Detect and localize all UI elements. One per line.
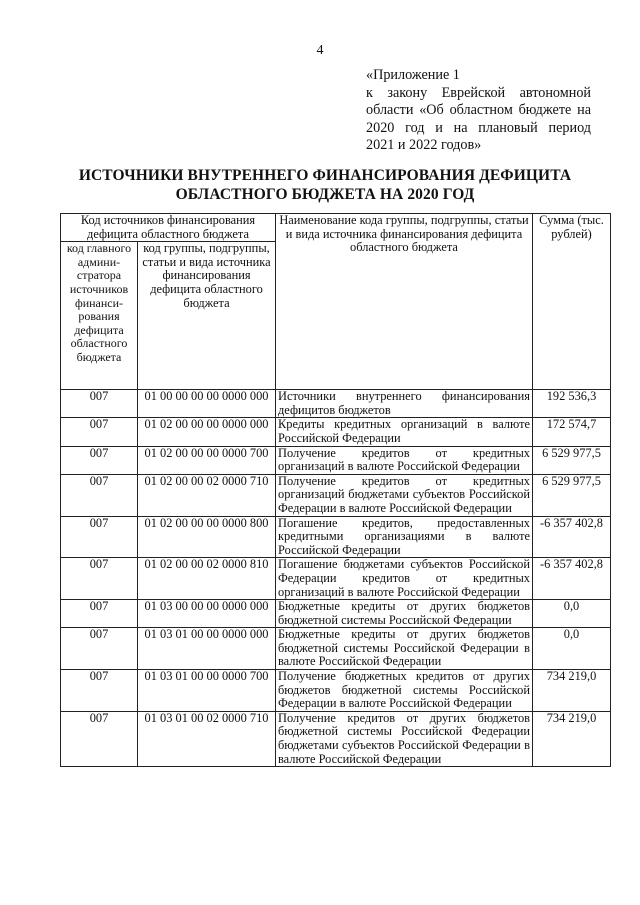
source-name-cell: Кредиты кредитных организаций в валюте Российской Федерации: [276, 418, 533, 446]
table-row: [61, 600, 611, 628]
table-row: [61, 711, 611, 766]
table-row: [61, 516, 611, 558]
source-name-cell: Бюджетные кредиты от других бюджетов бюджетной системы Российской Федерации в валюте Российской Федерации: [276, 628, 533, 670]
sum-cell: 192 536,3: [533, 390, 611, 418]
source-code-cell: 01 02 00 00 00 0000 000: [138, 418, 276, 446]
appendix-note: [366, 67, 591, 155]
sum-cell: 6 529 977,5: [533, 474, 611, 516]
source-code-cell: 01 02 00 00 00 0000 700: [138, 446, 276, 474]
table-row: [61, 628, 611, 670]
source-name-cell: Получение бюджетных кредитов от других бюджетов бюджетной системы Российской Федерации в валюте Российской Федерации: [276, 670, 533, 712]
table-row: [61, 390, 611, 418]
table-row: [61, 558, 611, 600]
source-code-cell: 01 03 00 00 00 0000 000: [138, 600, 276, 628]
source-name-cell: Погашение бюджетами субъектов Российской Федерации кредитов от кредитных организаций в валюте Российской Федерации: [276, 558, 533, 600]
appendix-line: 2021 и 2022 годов»: [366, 137, 482, 153]
source-name-cell: Источники внутреннего финансирования дефицитов бюджетов: [276, 390, 533, 418]
table-body: [61, 390, 611, 767]
header-sum: Сумма (тыс. рублей): [533, 214, 611, 390]
table-row: [61, 446, 611, 474]
source-name-cell: Получение кредитов от кредитных организаций в валюте Российской Федерации: [276, 446, 533, 474]
financing-table: [60, 213, 611, 767]
admin-code-cell: 007: [61, 711, 138, 766]
source-code-cell: 01 03 01 00 00 0000 700: [138, 670, 276, 712]
document-title-line: ОБЛАСТНОГО БЮДЖЕТА НА 2020 ГОД: [175, 186, 475, 203]
source-code-cell: 01 03 01 00 02 0000 710: [138, 711, 276, 766]
sum-cell: -6 357 402,8: [533, 558, 611, 600]
header-source-code-group: Код источников финансирования дефицита областного бюджета: [61, 214, 276, 242]
admin-code-cell: 007: [61, 474, 138, 516]
admin-code-cell: 007: [61, 558, 138, 600]
sum-cell: 0,0: [533, 628, 611, 670]
sum-cell: 734 219,0: [533, 670, 611, 712]
table-row: [61, 474, 611, 516]
header-group-code: код группы, подгруппы, статьи и вида источника финансирования дефицита областного бюджета: [138, 242, 276, 390]
appendix-line: «Приложение 1: [366, 67, 460, 83]
sum-cell: -6 357 402,8: [533, 516, 611, 558]
source-name-cell: Получение кредитов от кредитных организаций бюджетами субъектов Российской Федерации в валюте Российской Федерации: [276, 474, 533, 516]
admin-code-cell: 007: [61, 628, 138, 670]
admin-code-cell: 007: [61, 600, 138, 628]
admin-code-cell: 007: [61, 516, 138, 558]
admin-code-cell: 007: [61, 446, 138, 474]
document-title: [60, 166, 590, 204]
table-row: [61, 418, 611, 446]
source-code-cell: 01 02 00 00 00 0000 800: [138, 516, 276, 558]
page-number: 4: [316, 43, 324, 58]
header-admin-code: код главного админи-стратора источников финанси-рования дефицита областного бюджета: [61, 242, 138, 390]
source-code-cell: 01 00 00 00 00 0000 000: [138, 390, 276, 418]
source-code-cell: 01 02 00 00 02 0000 810: [138, 558, 276, 600]
sum-cell: 0,0: [533, 600, 611, 628]
header-name: Наименование кода группы, подгруппы, статьи и вида источника финансирования дефицита областного бюджета: [276, 214, 533, 390]
source-code-cell: 01 03 01 00 00 0000 000: [138, 628, 276, 670]
table-row: [61, 670, 611, 712]
source-name-cell: Бюджетные кредиты от других бюджетов бюджетной системы Российской Федерации: [276, 600, 533, 628]
appendix-line: 2020 год и на плановый период: [366, 119, 591, 136]
admin-code-cell: 007: [61, 418, 138, 446]
appendix-line: области «Об областном бюджете на: [366, 102, 591, 118]
sum-cell: 6 529 977,5: [533, 446, 611, 474]
document-title-line: ИСТОЧНИКИ ВНУТРЕННЕГО ФИНАНСИРОВАНИЯ ДЕФИЦИТА: [78, 167, 572, 184]
source-name-cell: Получение кредитов от других бюджетов бюджетной системы Российской Федерации бюджетами субъектов Российской Федерации в валюте Российской Федерации: [276, 711, 533, 766]
table-header: [61, 214, 611, 390]
source-name-cell: Погашение кредитов, предоставленных кредитными организациями в валюте Российской Федерации: [276, 516, 533, 558]
sum-cell: 734 219,0: [533, 711, 611, 766]
source-code-cell: 01 02 00 00 02 0000 710: [138, 474, 276, 516]
sum-cell: 172 574,7: [533, 418, 611, 446]
admin-code-cell: 007: [61, 390, 138, 418]
appendix-line: к закону Еврейской автономной: [366, 84, 591, 101]
admin-code-cell: 007: [61, 670, 138, 712]
